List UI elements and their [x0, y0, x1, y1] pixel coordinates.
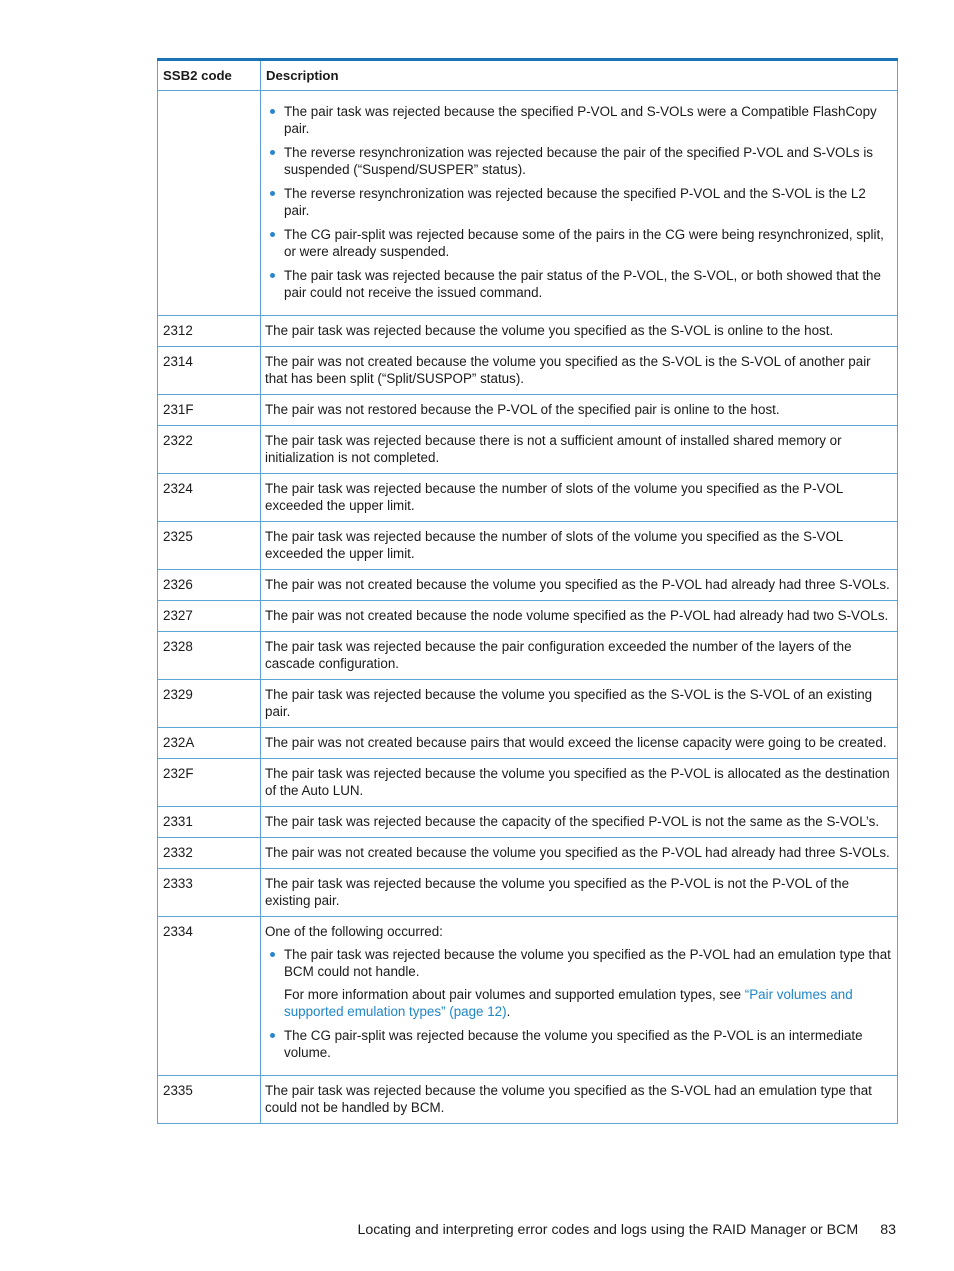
code-cell: 231F	[158, 395, 261, 426]
code-cell: 2331	[158, 807, 261, 838]
list-item: The pair task was rejected because the pair status of the P-VOL, the S-VOL, or both showed that the pair could not receive the issued command.	[284, 267, 892, 301]
code-cell: 2327	[158, 601, 261, 632]
code-cell: 2334	[158, 917, 261, 1076]
table-row-continuation	[158, 91, 898, 316]
table-row	[158, 1076, 898, 1124]
code-cell: 2322	[158, 426, 261, 474]
table-row	[158, 838, 898, 869]
table-row	[158, 601, 898, 632]
page-number: 83	[880, 1222, 896, 1238]
description-cell: The pair task was rejected because the number of slots of the volume you specified as the P-VOL exceeded the upper limit.	[261, 474, 898, 522]
code-cell: 232A	[158, 728, 261, 759]
table-row	[158, 316, 898, 347]
page-footer	[357, 1222, 896, 1238]
table-row	[158, 522, 898, 570]
list-item: The reverse resynchronization was rejected because the specified P-VOL and the S-VOL is the L2 pair.	[284, 185, 892, 219]
description-cell: The pair task was rejected because the volume you specified as the S-VOL is the S-VOL of an existing pair.	[261, 680, 898, 728]
pair-volumes-link[interactable]: “Pair volumes and supported emulation types” (page 12)	[284, 987, 853, 1019]
table-row	[158, 869, 898, 917]
list-item: The pair task was rejected because the specified P-VOL and S-VOLs were a Compatible FlashCopy pair.	[284, 103, 892, 137]
description-cell: The pair was not created because the volume you specified as the P-VOL had already had three S-VOLs.	[261, 570, 898, 601]
description-cell: The pair task was rejected because the pair configuration exceeded the number of the layers of the cascade configuration.	[261, 632, 898, 680]
ssb2-code-table	[157, 58, 898, 1124]
code-cell: 2325	[158, 522, 261, 570]
cross-reference-note	[284, 986, 892, 1020]
table-row	[158, 347, 898, 395]
description-cell	[261, 917, 898, 1076]
list-item: The CG pair-split was rejected because the volume you specified as the P-VOL is an intermediate volume.	[284, 1027, 892, 1061]
code-cell: 2329	[158, 680, 261, 728]
list-item: The reverse resynchronization was rejected because the pair of the specified P-VOL and S-VOLs is suspended (“Suspend/SUSPER” status).	[284, 144, 892, 178]
code-cell: 2332	[158, 838, 261, 869]
table-row	[158, 395, 898, 426]
table-row	[158, 570, 898, 601]
description-cell: The pair task was rejected because the volume you specified as the S-VOL is online to the host.	[261, 316, 898, 347]
description-cell: The pair task was rejected because the volume you specified as the S-VOL had an emulation type that could not be handled by BCM.	[261, 1076, 898, 1124]
description-cell: The pair was not created because the volume you specified as the P-VOL had already had three S-VOLs.	[261, 838, 898, 869]
code-cell: 2324	[158, 474, 261, 522]
description-cell: The pair was not restored because the P-VOL of the specified pair is online to the host.	[261, 395, 898, 426]
bullet-text: The pair task was rejected because the volume you specified as the P-VOL had an emulation type that BCM could not handle.	[284, 947, 891, 979]
note-suffix: .	[506, 1004, 511, 1019]
description-cell: The pair task was rejected because the capacity of the specified P-VOL is not the same as the S-VOL’s.	[261, 807, 898, 838]
table-header-row	[158, 60, 898, 91]
note-prefix: For more information about pair volumes and supported emulation types, see	[284, 987, 745, 1002]
description-cell: The pair task was rejected because the volume you specified as the P-VOL is not the P-VOL of the existing pair.	[261, 869, 898, 917]
description-cell: The pair task was rejected because the volume you specified as the P-VOL is allocated as the destination of the Auto LUN.	[261, 759, 898, 807]
table-row	[158, 759, 898, 807]
code-cell: 2335	[158, 1076, 261, 1124]
footer-title: Locating and interpreting error codes and logs using the RAID Manager or BCM	[357, 1222, 859, 1238]
code-cell: 232F	[158, 759, 261, 807]
table-row	[158, 680, 898, 728]
description-cell	[261, 91, 898, 316]
code-cell: 2333	[158, 869, 261, 917]
description-cell: The pair task was rejected because the number of slots of the volume you specified as the S-VOL exceeded the upper limit.	[261, 522, 898, 570]
list-item: The CG pair-split was rejected because some of the pairs in the CG were being resynchronized, split, or were already suspended.	[284, 226, 892, 260]
code-cell: 2328	[158, 632, 261, 680]
description-intro: One of the following occurred:	[265, 924, 443, 939]
description-cell: The pair was not created because pairs that would exceed the license capacity were going to be created.	[261, 728, 898, 759]
document-page	[157, 58, 897, 1124]
table-row	[158, 632, 898, 680]
header-ssb2-code: SSB2 code	[158, 60, 261, 91]
code-cell: 2312	[158, 316, 261, 347]
bullet-list	[265, 946, 892, 1061]
table-row	[158, 426, 898, 474]
bullet-list	[265, 103, 892, 301]
code-cell-empty	[158, 91, 261, 316]
list-item	[284, 946, 892, 1020]
table-row	[158, 807, 898, 838]
code-cell: 2314	[158, 347, 261, 395]
table-row-2334	[158, 917, 898, 1076]
description-cell: The pair was not created because the node volume specified as the P-VOL had already had two S-VOLs.	[261, 601, 898, 632]
table-row	[158, 728, 898, 759]
description-cell: The pair was not created because the volume you specified as the S-VOL is the S-VOL of another pair that has been split (“Split/SUSPOP” status).	[261, 347, 898, 395]
header-description: Description	[261, 60, 898, 91]
description-cell: The pair task was rejected because there is not a sufficient amount of installed shared memory or initialization is not completed.	[261, 426, 898, 474]
code-cell: 2326	[158, 570, 261, 601]
table-row	[158, 474, 898, 522]
